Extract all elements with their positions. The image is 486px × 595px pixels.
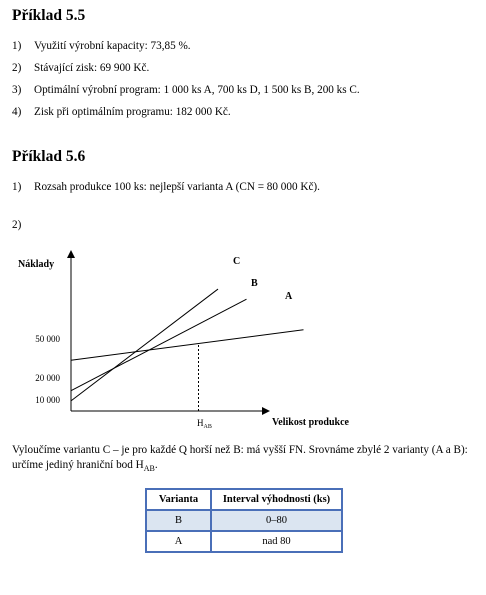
series-line-b <box>71 299 247 390</box>
list-number: 1) <box>12 181 22 193</box>
list-number: 4) <box>12 106 22 118</box>
list-item <box>12 40 191 52</box>
heading-priklad-5-5: Příklad 5.5 <box>12 7 86 24</box>
conclusion-end: . <box>154 459 158 471</box>
list-text: Využití výrobní kapacity: 73,85 %. <box>34 40 191 52</box>
list-text: Zisk při optimálním programu: 182 000 Kč. <box>34 106 231 118</box>
conclusion-text: Vyloučíme variantu C – je pro každé Q horší než B: má vyšší FN. Srovnáme zbylé 2 varianty (A a B): určíme jediný hraniční bod H <box>12 444 468 471</box>
series-label-a: A <box>285 291 293 302</box>
list-text: Optimální výrobní program: 1 000 ks A, 700 ks D, 1 500 ks B, 200 ks C. <box>34 84 360 96</box>
x-axis-label: Velikost produkce <box>272 417 349 428</box>
list-item <box>12 106 231 118</box>
table-row <box>146 531 342 552</box>
variant-table <box>145 488 343 553</box>
list-text: Rozsah produkce 100 ks: nejlepší varianta A (CN = 80 000 Kč). <box>34 181 320 193</box>
table-row <box>146 510 342 531</box>
series-layer <box>71 289 304 401</box>
list-text: Stávající zisk: 69 900 Kč. <box>34 62 150 74</box>
y-tick-label: 10 000 <box>35 395 60 405</box>
series-line-c <box>71 289 218 401</box>
table-cell: nad 80 <box>211 531 342 552</box>
series-label-c: C <box>233 256 241 267</box>
table-cell: 0–80 <box>211 510 342 531</box>
table-header-varianta: Varianta <box>146 489 211 510</box>
x-tick-label: $H_{AB}$ <box>197 418 212 430</box>
list-item <box>12 181 320 193</box>
heading-priklad-5-6: Příklad 5.6 <box>12 148 86 165</box>
y-tick-label: 20 000 <box>35 373 60 383</box>
list-number: 3) <box>12 84 22 96</box>
list-number: 1) <box>12 40 22 52</box>
list-number: 2) <box>12 62 22 74</box>
list-item <box>12 84 360 96</box>
series-label-b: B <box>251 278 258 289</box>
cost-chart <box>0 245 486 435</box>
y-tick-label: 50 000 <box>35 334 60 344</box>
table-header-interval: Interval výhodnosti (ks) <box>211 489 342 510</box>
series-line-a <box>71 330 304 360</box>
table-cell: A <box>146 531 211 552</box>
list-item <box>12 62 149 74</box>
y-axis-label: Náklady <box>18 259 55 270</box>
conclusion-paragraph <box>12 443 477 476</box>
table-header-row <box>146 489 342 510</box>
table-cell: B <box>146 510 211 531</box>
list-item <box>12 219 34 231</box>
list-number: 2) <box>12 219 22 231</box>
conclusion-subscript: AB <box>143 464 155 474</box>
